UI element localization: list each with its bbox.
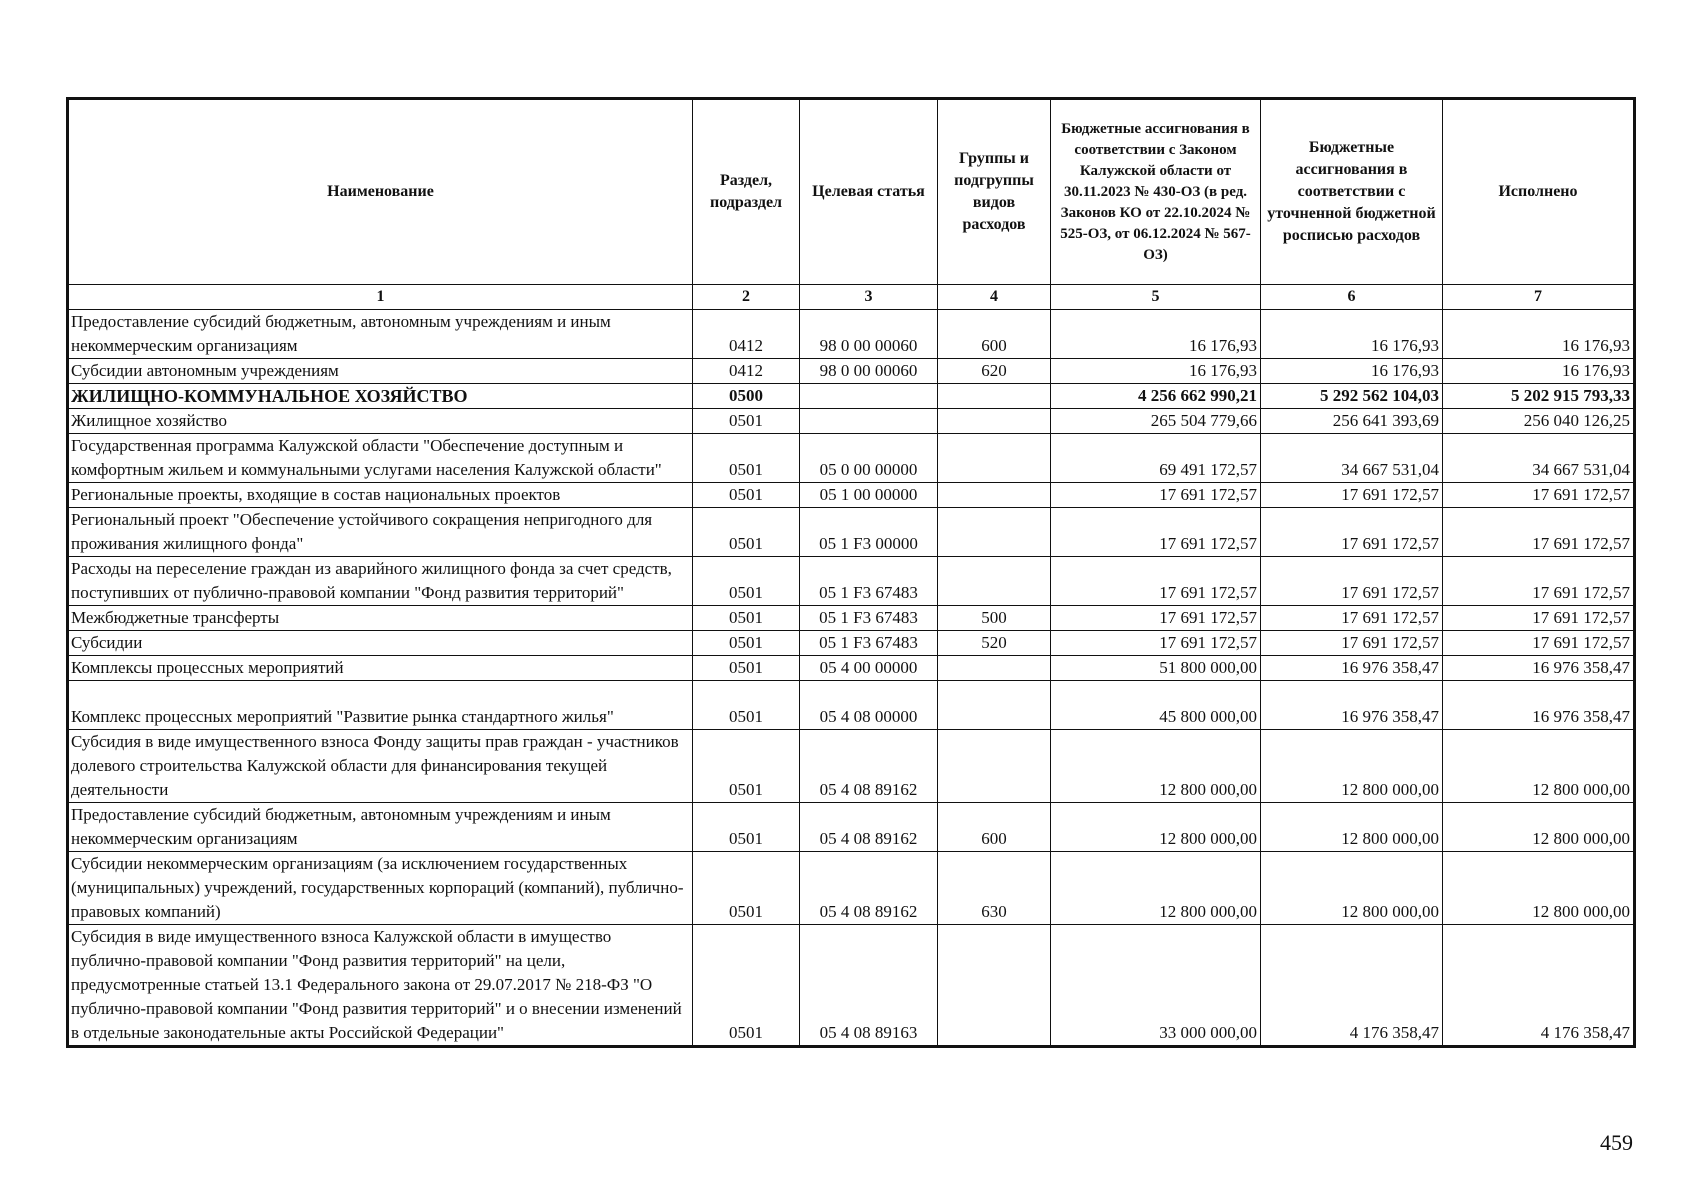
row-article: 05 1 F3 67483 bbox=[800, 631, 938, 656]
table-row bbox=[68, 656, 1635, 681]
row-plan: 17 691 172,57 bbox=[1261, 557, 1443, 606]
row-section: 0501 bbox=[693, 631, 800, 656]
header-plan-assignments: Бюджетные ассигнования в соответствии с уточненной бюджетной росписью расходов bbox=[1261, 99, 1443, 285]
row-law: 16 176,93 bbox=[1051, 310, 1261, 359]
row-section: 0501 bbox=[693, 409, 800, 434]
table-row bbox=[68, 310, 1635, 359]
row-article: 05 4 08 00000 bbox=[800, 681, 938, 730]
table-row bbox=[68, 925, 1635, 1047]
row-article: 05 4 08 89162 bbox=[800, 852, 938, 925]
row-name: Комплексы процессных мероприятий bbox=[68, 656, 693, 681]
column-number: 1 bbox=[68, 285, 693, 310]
row-law: 45 800 000,00 bbox=[1051, 681, 1261, 730]
row-article: 05 4 00 00000 bbox=[800, 656, 938, 681]
header-article: Целевая статья bbox=[800, 99, 938, 285]
row-group bbox=[938, 483, 1051, 508]
row-name: Расходы на переселение граждан из аварийного жилищного фонда за счет средств, поступивших от публично-правовой компании "Фонд развития территорий" bbox=[68, 557, 693, 606]
row-plan: 16 976 358,47 bbox=[1261, 681, 1443, 730]
row-name: Государственная программа Калужской области "Обеспечение доступным и комфортным жильем и коммунальными услугами населения Калужской области" bbox=[68, 434, 693, 483]
row-done: 17 691 172,57 bbox=[1443, 508, 1635, 557]
header-group: Группы и подгруппы видов расходов bbox=[938, 99, 1051, 285]
row-plan: 5 292 562 104,03 bbox=[1261, 384, 1443, 409]
row-section: 0501 bbox=[693, 656, 800, 681]
row-article bbox=[800, 409, 938, 434]
row-article: 98 0 00 00060 bbox=[800, 310, 938, 359]
table-row bbox=[68, 359, 1635, 384]
table-row bbox=[68, 631, 1635, 656]
row-law: 17 691 172,57 bbox=[1051, 606, 1261, 631]
row-plan: 12 800 000,00 bbox=[1261, 852, 1443, 925]
row-section: 0500 bbox=[693, 384, 800, 409]
row-group: 600 bbox=[938, 803, 1051, 852]
row-group bbox=[938, 925, 1051, 1047]
row-done: 17 691 172,57 bbox=[1443, 606, 1635, 631]
row-section: 0501 bbox=[693, 557, 800, 606]
page-number: 459 bbox=[1600, 1130, 1633, 1155]
row-section: 0501 bbox=[693, 730, 800, 803]
row-plan: 17 691 172,57 bbox=[1261, 631, 1443, 656]
row-section: 0501 bbox=[693, 925, 800, 1047]
row-plan: 16 176,93 bbox=[1261, 310, 1443, 359]
column-number: 3 bbox=[800, 285, 938, 310]
row-done: 256 040 126,25 bbox=[1443, 409, 1635, 434]
row-section: 0412 bbox=[693, 359, 800, 384]
row-article: 05 1 F3 67483 bbox=[800, 606, 938, 631]
row-done: 12 800 000,00 bbox=[1443, 803, 1635, 852]
row-plan: 34 667 531,04 bbox=[1261, 434, 1443, 483]
table-row bbox=[68, 434, 1635, 483]
row-section: 0501 bbox=[693, 508, 800, 557]
row-plan: 4 176 358,47 bbox=[1261, 925, 1443, 1047]
row-plan: 17 691 172,57 bbox=[1261, 606, 1443, 631]
header-row bbox=[68, 99, 1635, 285]
row-article: 05 4 08 89163 bbox=[800, 925, 938, 1047]
row-done: 4 176 358,47 bbox=[1443, 925, 1635, 1047]
row-done: 17 691 172,57 bbox=[1443, 631, 1635, 656]
row-law: 17 691 172,57 bbox=[1051, 508, 1261, 557]
table-row bbox=[68, 803, 1635, 852]
header-section: Раздел, подраздел bbox=[693, 99, 800, 285]
header-law-assignments: Бюджетные ассигнования в соответствии с Законом Калужской области от 30.11.2023 № 430-ОЗ (в ред. Законов КО от 22.10.2024 № 525-ОЗ, от 06.12.2024 № 567-ОЗ) bbox=[1051, 99, 1261, 285]
row-plan: 12 800 000,00 bbox=[1261, 730, 1443, 803]
row-done: 16 976 358,47 bbox=[1443, 656, 1635, 681]
row-name: Комплекс процессных мероприятий "Развитие рынка стандартного жилья" bbox=[68, 681, 693, 730]
row-group: 500 bbox=[938, 606, 1051, 631]
table-row bbox=[68, 483, 1635, 508]
table-row bbox=[68, 606, 1635, 631]
row-done: 17 691 172,57 bbox=[1443, 557, 1635, 606]
row-law: 33 000 000,00 bbox=[1051, 925, 1261, 1047]
header-executed: Исполнено bbox=[1443, 99, 1635, 285]
row-law: 51 800 000,00 bbox=[1051, 656, 1261, 681]
row-article: 05 4 08 89162 bbox=[800, 803, 938, 852]
row-article bbox=[800, 384, 938, 409]
row-plan: 16 976 358,47 bbox=[1261, 656, 1443, 681]
row-article: 05 1 00 00000 bbox=[800, 483, 938, 508]
row-name: Субсидии bbox=[68, 631, 693, 656]
table-row bbox=[68, 557, 1635, 606]
row-law: 69 491 172,57 bbox=[1051, 434, 1261, 483]
row-section: 0501 bbox=[693, 483, 800, 508]
row-done: 17 691 172,57 bbox=[1443, 483, 1635, 508]
column-number: 5 bbox=[1051, 285, 1261, 310]
budget-table-sheet bbox=[66, 97, 1633, 1048]
row-plan: 17 691 172,57 bbox=[1261, 508, 1443, 557]
table-row bbox=[68, 852, 1635, 925]
row-law: 12 800 000,00 bbox=[1051, 852, 1261, 925]
row-done: 5 202 915 793,33 bbox=[1443, 384, 1635, 409]
row-plan: 256 641 393,69 bbox=[1261, 409, 1443, 434]
row-section: 0412 bbox=[693, 310, 800, 359]
row-plan: 16 176,93 bbox=[1261, 359, 1443, 384]
header-name: Наименование bbox=[68, 99, 693, 285]
row-group bbox=[938, 656, 1051, 681]
column-number: 4 bbox=[938, 285, 1051, 310]
row-done: 16 176,93 bbox=[1443, 310, 1635, 359]
row-done: 16 976 358,47 bbox=[1443, 681, 1635, 730]
row-section: 0501 bbox=[693, 434, 800, 483]
row-group: 630 bbox=[938, 852, 1051, 925]
table-row bbox=[68, 384, 1635, 409]
row-article: 05 0 00 00000 bbox=[800, 434, 938, 483]
row-article: 05 4 08 89162 bbox=[800, 730, 938, 803]
row-article: 05 1 F3 00000 bbox=[800, 508, 938, 557]
row-name: Предоставление субсидий бюджетным, автономным учреждениям и иным некоммерческим организациям bbox=[68, 310, 693, 359]
column-number: 7 bbox=[1443, 285, 1635, 310]
row-law: 265 504 779,66 bbox=[1051, 409, 1261, 434]
row-law: 4 256 662 990,21 bbox=[1051, 384, 1261, 409]
row-law: 12 800 000,00 bbox=[1051, 803, 1261, 852]
column-number: 6 bbox=[1261, 285, 1443, 310]
table-row bbox=[68, 681, 1635, 730]
table-row bbox=[68, 409, 1635, 434]
column-number-row bbox=[68, 285, 1635, 310]
row-name: Предоставление субсидий бюджетным, автономным учреждениям и иным некоммерческим организациям bbox=[68, 803, 693, 852]
row-done: 34 667 531,04 bbox=[1443, 434, 1635, 483]
row-group bbox=[938, 434, 1051, 483]
row-law: 17 691 172,57 bbox=[1051, 631, 1261, 656]
row-group bbox=[938, 681, 1051, 730]
row-group bbox=[938, 508, 1051, 557]
row-name: Межбюджетные трансферты bbox=[68, 606, 693, 631]
row-law: 12 800 000,00 bbox=[1051, 730, 1261, 803]
row-name: Региональные проекты, входящие в состав национальных проектов bbox=[68, 483, 693, 508]
row-name: Субсидия в виде имущественного взноса Фонду защиты прав граждан - участников долевого строительства Калужской области для финансирования текущей деятельности bbox=[68, 730, 693, 803]
row-name: ЖИЛИЩНО-КОММУНАЛЬНОЕ ХОЗЯЙСТВО bbox=[68, 384, 693, 409]
row-group: 520 bbox=[938, 631, 1051, 656]
row-article: 05 1 F3 67483 bbox=[800, 557, 938, 606]
row-name: Региональный проект "Обеспечение устойчивого сокращения непригодного для проживания жилищного фонда" bbox=[68, 508, 693, 557]
row-law: 17 691 172,57 bbox=[1051, 483, 1261, 508]
row-section: 0501 bbox=[693, 852, 800, 925]
row-done: 16 176,93 bbox=[1443, 359, 1635, 384]
row-name: Жилищное хозяйство bbox=[68, 409, 693, 434]
row-group bbox=[938, 409, 1051, 434]
row-group: 600 bbox=[938, 310, 1051, 359]
column-number: 2 bbox=[693, 285, 800, 310]
row-name: Субсидия в виде имущественного взноса Калужской области в имущество публично-правовой компании "Фонд развития территорий" на цели, предусмотренные статьей 13.1 Федерального закона от 29.07.2017 № 218-ФЗ "О публично-правовой компании "Фонд развития территорий" и о внесении изменений в отдельные законодательные акты Российской Федерации" bbox=[68, 925, 693, 1047]
row-group: 620 bbox=[938, 359, 1051, 384]
row-done: 12 800 000,00 bbox=[1443, 730, 1635, 803]
row-law: 17 691 172,57 bbox=[1051, 557, 1261, 606]
row-plan: 12 800 000,00 bbox=[1261, 803, 1443, 852]
table-row bbox=[68, 730, 1635, 803]
row-law: 16 176,93 bbox=[1051, 359, 1261, 384]
row-section: 0501 bbox=[693, 606, 800, 631]
table-row bbox=[68, 508, 1635, 557]
row-done: 12 800 000,00 bbox=[1443, 852, 1635, 925]
row-section: 0501 bbox=[693, 681, 800, 730]
budget-table bbox=[66, 97, 1636, 1048]
row-group bbox=[938, 557, 1051, 606]
row-section: 0501 bbox=[693, 803, 800, 852]
row-group bbox=[938, 730, 1051, 803]
row-article: 98 0 00 00060 bbox=[800, 359, 938, 384]
row-plan: 17 691 172,57 bbox=[1261, 483, 1443, 508]
row-name: Субсидии автономным учреждениям bbox=[68, 359, 693, 384]
row-name: Субсидии некоммерческим организациям (за исключением государственных (муниципальных) учреждений, государственных корпораций (компаний), публично-правовых компаний) bbox=[68, 852, 693, 925]
row-group bbox=[938, 384, 1051, 409]
